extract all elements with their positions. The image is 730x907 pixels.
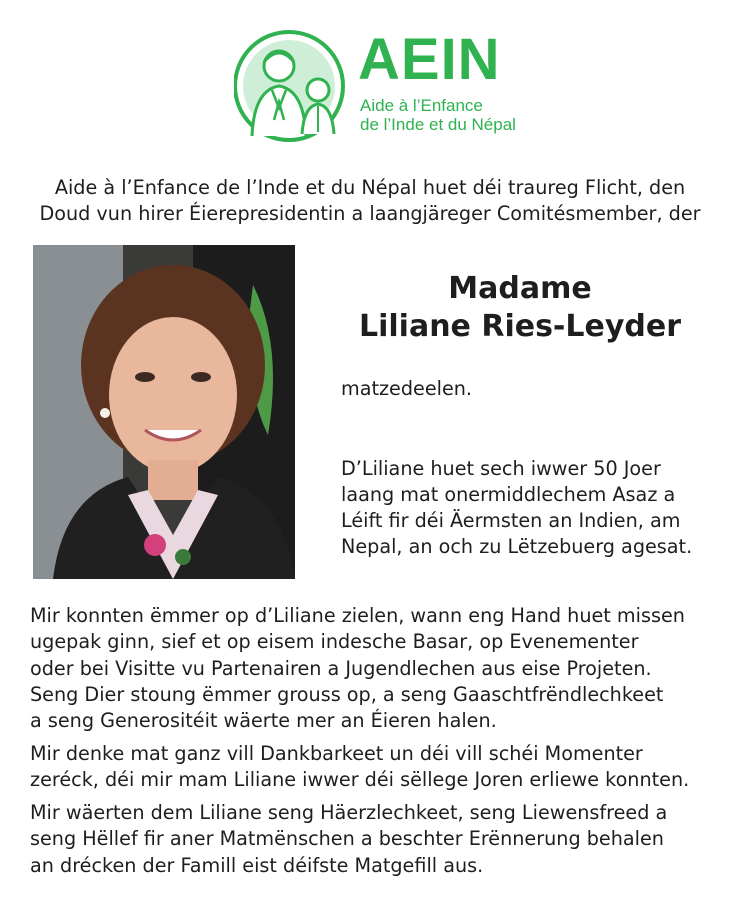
paragraph-line: seng Hëllef fir aner Matmënschen a beschter Erënnerung behalen [30, 827, 664, 851]
aein-logo [234, 28, 524, 146]
logo-subtitle [360, 96, 516, 134]
logo-subtitle-line: de l’Inde et du Népal [360, 115, 516, 134]
name-full: Liliane Ries-Leyder [358, 309, 682, 344]
mother-child-emblem-icon [234, 28, 352, 146]
paragraph-line: oder bei Visitte vu Partenairen a Jugendlechen aus eise Projeten. [30, 656, 652, 680]
portrait-image [33, 245, 295, 579]
paragraph-line: ugepak ginn, sief et op eisem indesche Basar, op Evenementer [30, 630, 639, 654]
bio-line: laang mat onermiddlechem Asaz a [341, 483, 676, 506]
deceased-name [340, 270, 700, 346]
bio-text [341, 456, 711, 560]
portrait-photo [33, 245, 295, 579]
paragraph-1 [30, 603, 710, 734]
logo-title: AEIN [358, 27, 501, 92]
paragraph-line: Mir wäerten dem Liliane seng Häerzlechkeet, seng Liewensfreed a [30, 801, 668, 824]
logo-subtitle-line: Aide à l’Enfance [360, 96, 483, 115]
bio-line: Nepal, an och zu Lëtzebuerg agesat. [341, 535, 693, 558]
paragraph-3 [30, 800, 710, 879]
paragraph-line: Mir konnten ëmmer op d’Liliane zielen, wann eng Hand huet missen [30, 604, 685, 627]
intro-line: Doud vun hirer Éierepresidentin a laangjäreger Comitésmember, der [39, 202, 701, 225]
paragraph-2 [30, 741, 710, 794]
paragraph-line: a seng Generositéit wäerte mer an Éieren halen. [30, 709, 497, 733]
bio-line: Léift fir déi Äermsten an Indien, am [341, 509, 681, 532]
intro-line: Aide à l’Enfance de l’Inde et du Népal huet déi traureg Flicht, den [54, 176, 686, 199]
paragraph-line: Mir denke mat ganz vill Dankbarkeet un déi vill schéi Momenter [30, 742, 643, 765]
bio-line: D’Liliane huet sech iwwer 50 Joer [341, 457, 661, 480]
paragraph-line: zeréck, déi mir mam Liliane iwwer déi sëllege Joren erliewe konnten. [30, 768, 690, 792]
paragraph-line: Seng Dier stoung ëmmer grouss op, a seng Gaaschtfrëndlechkeet [30, 682, 664, 706]
verb-text: matzedeelen. [341, 377, 473, 400]
name-title: Madame [448, 271, 592, 306]
paragraph-line: an drécken der Famill eist déifste Matgefill aus. [30, 853, 484, 877]
intro-text [30, 175, 710, 227]
